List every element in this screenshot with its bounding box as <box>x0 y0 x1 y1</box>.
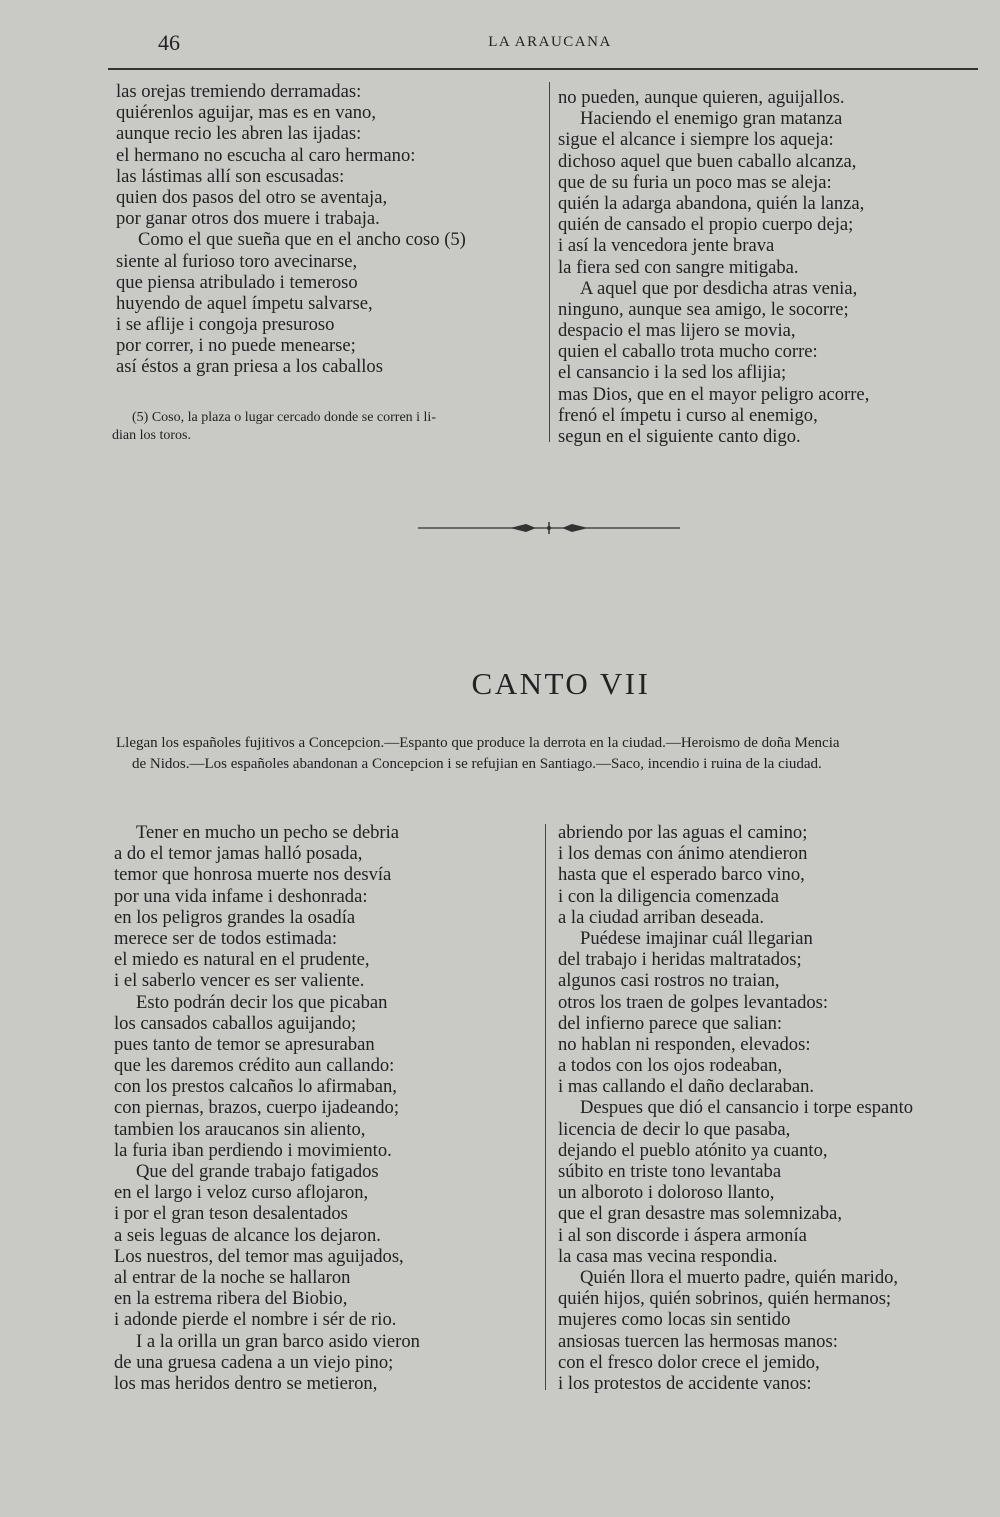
verse-line: por ganar otros dos muere i trabaja. <box>116 208 380 230</box>
verse-line: a la ciudad arriban deseada. <box>558 906 764 928</box>
running-title: LA ARAUCANA <box>488 34 612 50</box>
section-ornament <box>418 519 680 537</box>
verse-line: i mas callando el daño declaraban. <box>558 1076 815 1098</box>
verse-line: aunque recio les abren las ijadas: <box>116 123 362 145</box>
footnote-line: (5) Coso, la plaza o lugar cercado donde se corren i li- <box>132 410 436 425</box>
verse-line: la fiera sed con sangre mitigaba. <box>558 256 799 278</box>
verse-line: quién la adarga abandona, quién la lanza, <box>558 192 865 214</box>
verse-line: A aquel que por desdicha atras venia, <box>580 277 858 299</box>
verse-line: abriendo por las aguas el camino; <box>558 822 808 843</box>
verse-line: al entrar de la noche se hallaron <box>114 1266 351 1288</box>
verse-line: los mas heridos dentro se metieron, <box>114 1372 378 1394</box>
verse-line: hasta que el esperado barco vino, <box>558 864 805 886</box>
footnote-line: dian los toros. <box>112 428 191 443</box>
verse-line: con los prestos calcaños lo afirmaban, <box>114 1076 397 1098</box>
verse-line: Los nuestros, del temor mas aguijados, <box>114 1245 404 1267</box>
verse-line: tambien los araucanos sin aliento, <box>114 1118 366 1140</box>
verse-line: del trabajo i heridas maltratados; <box>558 949 802 971</box>
verse-line: la furia iban perdiendo i movimiento. <box>114 1139 392 1161</box>
footnote <box>112 409 542 445</box>
verse-line: el miedo es natural en el prudente, <box>114 949 370 971</box>
summary-line: de Nidos.—Los españoles abandonan a Concepcion i se refujian en Santiago.—Saco, incendio i ruina de la ciudad. <box>132 756 822 772</box>
canto-title: CANTO VII <box>471 665 651 701</box>
verse-line: merece ser de todos estimada: <box>114 927 338 949</box>
verse-line: la casa mas vecina respondia. <box>558 1245 778 1267</box>
verse-line: los cansados caballos aguijando; <box>114 1012 357 1034</box>
verse-line: i los protestos de accidente vanos: <box>558 1372 812 1394</box>
verse-line: segun en el siguiente canto digo. <box>558 426 801 447</box>
verse-line: mas Dios, que en el mayor peligro acorre, <box>558 383 870 405</box>
verse-line: con el fresco dolor crece el jemido, <box>558 1351 820 1373</box>
verse-line: i al son discorde i áspera armonía <box>558 1224 807 1246</box>
verse-line: no pueden, aunque quieren, aguijallos. <box>558 87 845 108</box>
page-header <box>0 30 1000 70</box>
canto-summary <box>116 733 978 775</box>
verse-line: ninguno, aunque sea amigo, le socorre; <box>558 298 849 320</box>
verse-line: frenó el ímpetu i curso al enemigo, <box>558 404 818 426</box>
verse-line: i se aflije i congoja presuroso <box>116 314 335 336</box>
verse-line: Como el que sueña que en el ancho coso (5) <box>138 229 466 251</box>
verse-line: por una vida infame i deshonrada: <box>114 885 368 907</box>
verse-line: quien el caballo trota mucho corre: <box>558 341 818 363</box>
verse-line: a todos con los ojos rodeaban, <box>558 1055 783 1077</box>
verse-line: no hablan ni responden, elevados: <box>558 1033 811 1055</box>
verse-line: el hermano no escucha al caro hermano: <box>116 144 416 166</box>
verse-line: las lástimas allí son escusadas: <box>116 165 345 187</box>
verse-line: otros los traen de golpes levantados: <box>558 991 829 1013</box>
verse-line: Puédese imajinar cuál llegarian <box>580 927 813 949</box>
verse-line: dejando el pueblo atónito ya cuanto, <box>558 1139 828 1161</box>
verse-line: quién de cansado el propio cuerpo deja; <box>558 214 854 236</box>
verse-line: i así la vencedora jente brava <box>558 235 775 257</box>
bottom-right-column <box>558 822 988 1394</box>
verse-line: Que del grande trabajo fatigados <box>136 1161 379 1182</box>
verse-line: que les daremos crédito aun callando: <box>114 1055 395 1077</box>
verse-line: con piernas, brazos, cuerpo ijadeando; <box>114 1097 399 1119</box>
verse-line: Quién llora el muerto padre, quién marido, <box>580 1266 899 1288</box>
verse-line: temor que honrosa muerte nos desvía <box>114 864 392 886</box>
verse-line: dichoso aquel que buen caballo alcanza, <box>558 150 857 172</box>
page-number: 46 <box>158 30 180 55</box>
verse-line: así éstos a gran priesa a los caballos <box>116 356 383 378</box>
top-column-divider <box>549 82 550 442</box>
verse-line: I a la orilla un gran barco asido vieron <box>136 1330 420 1352</box>
header-rule <box>108 68 978 70</box>
verse-line: sigue el alcance i siempre los aqueja: <box>558 129 834 151</box>
verse-line: ansiosas tuercen las hermosas manos: <box>558 1330 838 1352</box>
verse-line: i adonde pierde el nombre i sér de rio. <box>114 1309 397 1331</box>
verse-line: despacio el mas lijero se movia, <box>558 320 796 342</box>
verse-line: súbito en triste tono levantaba <box>558 1161 782 1182</box>
verse-line: en los peligros grandes la osadía <box>114 906 356 928</box>
verse-line: por correr, i no puede menearse; <box>116 335 356 357</box>
verse-line: i con la diligencia comenzada <box>558 885 779 907</box>
verse-line: del infierno parece que salian: <box>558 1012 783 1034</box>
verse-line: las orejas tremiendo derramadas: <box>116 81 362 102</box>
top-right-column <box>558 87 978 447</box>
top-left-column <box>116 81 546 378</box>
verse-line: en el largo i veloz curso aflojaron, <box>114 1182 369 1204</box>
verse-line: quien dos pasos del otro se aventaja, <box>116 186 388 208</box>
verse-line: Haciendo el enemigo gran matanza <box>580 108 843 130</box>
verse-line: licencia de decir lo que pasaba, <box>558 1118 791 1140</box>
verse-line: a seis leguas de alcance los dejaron. <box>114 1224 381 1246</box>
verse-line: de una gruesa cadena a un viejo pino; <box>114 1351 394 1373</box>
verse-line: Despues que dió el cansancio i torpe espanto <box>580 1097 914 1119</box>
bottom-column-divider <box>545 824 546 1390</box>
verse-line: siente al furioso toro avecinarse, <box>116 250 358 272</box>
verse-line: que de su furia un poco mas se aleja: <box>558 171 832 193</box>
verse-line: Esto podrán decir los que picaban <box>136 991 388 1013</box>
verse-line: un alboroto i doloroso llanto, <box>558 1182 775 1204</box>
verse-line: algunos casi rostros no traian, <box>558 970 780 992</box>
verse-line: pues tanto de temor se apresuraban <box>114 1033 375 1055</box>
verse-line: quién hijos, quién sobrinos, quién hermanos; <box>558 1288 892 1310</box>
verse-line: quiérenlos aguijar, mas es en vano, <box>116 102 377 124</box>
verse-line: en la estrema ribera del Biobio, <box>114 1288 348 1310</box>
verse-line: Tener en mucho un pecho se debria <box>136 822 400 843</box>
verse-line: i por el gran teson desalentados <box>114 1203 348 1225</box>
verse-line: i los demas con ánimo atendieron <box>558 843 808 865</box>
bottom-left-column <box>114 822 544 1394</box>
verse-line: que piensa atribulado i temeroso <box>116 271 358 293</box>
verse-line: i el saberlo vencer es ser valiente. <box>114 970 365 992</box>
verse-line: huyendo de aquel ímpetu salvarse, <box>116 292 373 314</box>
verse-line: que el gran desastre mas solemnizaba, <box>558 1203 842 1225</box>
summary-line: Llegan los españoles fujitivos a Concepcion.—Espanto que produce la derrota en la ciudad.—Heroismo de doña Mencia <box>116 735 840 751</box>
verse-line: a do el temor jamas halló posada, <box>114 843 363 865</box>
verse-line: el cansancio i la sed los aflijia; <box>558 362 787 384</box>
verse-line: mujeres como locas sin sentido <box>558 1309 791 1331</box>
